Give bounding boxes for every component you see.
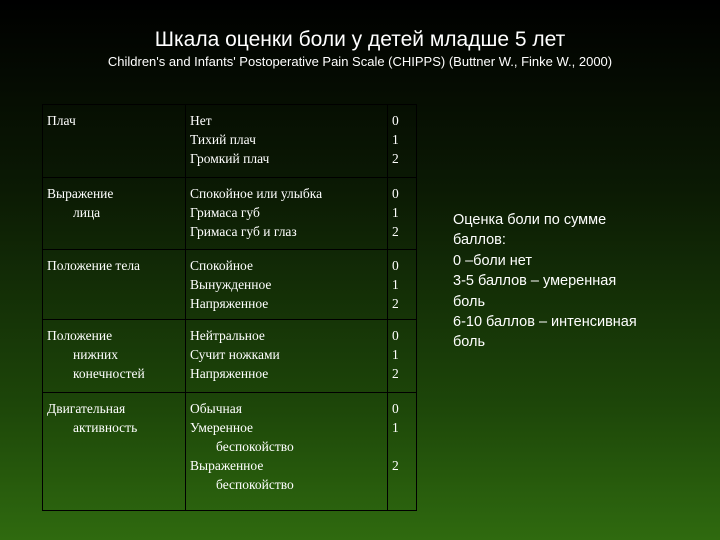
criterion-cell bbox=[43, 250, 186, 320]
table-row bbox=[43, 320, 417, 393]
table-row bbox=[43, 178, 417, 250]
interpretation-line: боль bbox=[453, 293, 486, 310]
option-label: Спокойное bbox=[190, 258, 253, 273]
option-label: Нейтральное bbox=[190, 328, 265, 343]
criterion-label: Плач bbox=[47, 113, 76, 128]
scores-cell bbox=[388, 393, 417, 511]
score-value: 1 bbox=[392, 205, 399, 220]
option-label: Умеренное bbox=[190, 420, 254, 435]
criterion-cell bbox=[43, 105, 186, 178]
table-row bbox=[43, 393, 417, 511]
score-value: 0 bbox=[392, 186, 399, 201]
slide-subtitle: Children's and Infants' Postoperative Pain Scale (CHIPPS) (Buttner W., Finke W., 2000) bbox=[107, 54, 613, 69]
score-value: 0 bbox=[392, 328, 399, 343]
options-cell bbox=[186, 393, 388, 511]
scores-cell bbox=[388, 250, 417, 320]
score-value: 1 bbox=[392, 277, 399, 292]
option-label: Выраженное bbox=[190, 458, 264, 473]
option-label: Гримаса губ bbox=[190, 205, 260, 220]
criterion-cell bbox=[43, 393, 186, 511]
score-value: 2 bbox=[392, 366, 399, 381]
option-label: Напряженное bbox=[190, 296, 269, 311]
option-label: беспокойство bbox=[216, 439, 294, 454]
scores-cell bbox=[388, 320, 417, 393]
options-cell bbox=[186, 250, 388, 320]
options-cell bbox=[186, 105, 388, 178]
option-label: Напряженное bbox=[190, 366, 269, 381]
table-row bbox=[43, 250, 417, 320]
option-label: Гримаса губ и глаз bbox=[190, 224, 297, 239]
interpretation-line: 6-10 баллов – интенсивная bbox=[453, 314, 637, 331]
score-value: 0 bbox=[392, 401, 399, 416]
interpretation-line: баллов: bbox=[453, 232, 506, 249]
criterion-label: нижних bbox=[73, 347, 118, 362]
slide-title: Шкала оценки боли у детей младше 5 лет bbox=[154, 28, 566, 51]
interpretation-line: боль bbox=[453, 334, 486, 351]
criterion-cell bbox=[43, 320, 186, 393]
interpretation-line: 3-5 баллов – умеренная bbox=[453, 273, 617, 290]
option-label: Вынужденное bbox=[190, 277, 272, 292]
score-interpretation bbox=[453, 210, 693, 353]
scores-cell bbox=[388, 178, 417, 250]
option-label: Нет bbox=[190, 113, 212, 128]
criterion-label: Положение тела bbox=[47, 258, 141, 273]
table-row bbox=[43, 105, 417, 178]
score-value: 0 bbox=[392, 113, 399, 128]
option-label: Обычная bbox=[190, 401, 242, 416]
option-label: Сучит ножками bbox=[190, 347, 280, 362]
option-label: беспокойство bbox=[216, 477, 294, 492]
score-value: 2 bbox=[392, 224, 399, 239]
criterion-label: активность bbox=[73, 420, 138, 435]
score-value: 1 bbox=[392, 420, 399, 435]
criterion-label: лица bbox=[73, 205, 101, 220]
option-label: Громкий плач bbox=[190, 151, 270, 166]
criterion-label: конечностей bbox=[73, 366, 145, 381]
criterion-label: Положение bbox=[47, 328, 113, 343]
options-cell bbox=[186, 320, 388, 393]
score-value: 1 bbox=[392, 347, 399, 362]
interpretation-line: 0 –боли нет bbox=[453, 252, 533, 269]
option-label: Спокойное или улыбка bbox=[190, 186, 323, 201]
score-value: 0 bbox=[392, 258, 399, 273]
score-value: 2 bbox=[392, 151, 399, 166]
scores-cell bbox=[388, 105, 417, 178]
score-value bbox=[392, 437, 412, 456]
options-cell bbox=[186, 178, 388, 250]
option-label: Тихий плач bbox=[190, 132, 256, 147]
score-value: 2 bbox=[392, 296, 399, 311]
score-value: 2 bbox=[392, 458, 399, 473]
criterion-label: Выражение bbox=[47, 186, 114, 201]
interpretation-line: Оценка боли по сумме bbox=[453, 212, 607, 228]
criterion-label: Двигательная bbox=[47, 401, 126, 416]
criterion-cell bbox=[43, 178, 186, 250]
score-value: 1 bbox=[392, 132, 399, 147]
chipps-scale-table bbox=[42, 104, 417, 511]
